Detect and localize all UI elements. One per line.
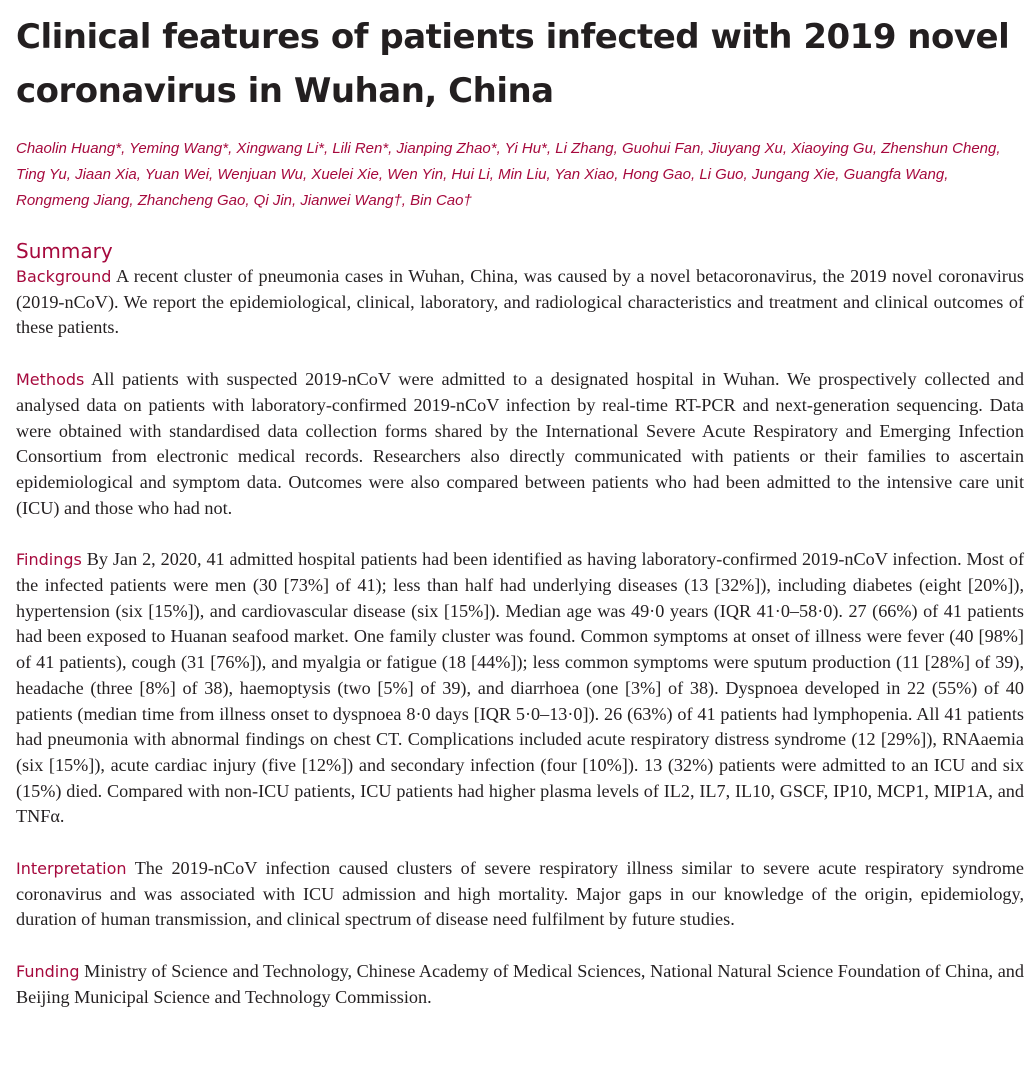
- funding-label: Funding: [16, 962, 80, 982]
- article-title: Clinical features of patients infected with 2019 novel coronavirus in Wuhan, China: [16, 17, 1010, 111]
- findings-text: By Jan 2, 2020, 41 admitted hospital patients had been identified as having laboratory-confirmed 2019-nCoV infection. Most of the infected patients were men (30 [73%] of 41); less than half had underlying diseases (13 [32%]), including diabetes (eight [20%]), hypertension (six [15%]), and cardiovascular disease (six [15%]). Median age was 49·0 years (IQR 41·0–58·0). 27 (66%) of 41 patients had been exposed to Huanan seafood market. One family cluster was found. Common symptoms at onset of illness were fever (40 [98%] of 41 patients), cough (31 [76%]), and myalgia or fatigue (18 [44%]); less common symptoms were sputum production (11 [28%] of 39), headache (three [8%] of 38), haemoptysis (two [5%] of 39), and diarrhoea (one [3%] of 38). Dyspnoea developed in 22 (55%) of 40 patients (median time from illness onset to dyspnoea 8·0 days [IQR 5·0–13·0]). 26 (63%) of 41 patients had lymphopenia. All 41 patients had pneumonia with abnormal findings on chest CT. Complications included acute respiratory distress syndrome (12 [29%]), RNAaemia (six [15%]), acute cardiac injury (five [12%]) and secondary infection (four [10%]). 13 (32%) patients were admitted to an ICU and six (15%) died. Compared with non-ICU patients, ICU patients had higher plasma levels of IL2, IL7, IL10, GSCF, IP10, MCP1, MIP1A, and TNFα.: [16, 549, 1024, 827]
- background-label: Background: [16, 267, 112, 286]
- background-text: A recent cluster of pneumonia cases in Wuhan, China, was caused by a novel betacoronavirus, the 2019 novel coronavirus (2019-nCoV). We report the epidemiological, clinical, laboratory, and radiological characteristics and treatment and clinical outcomes of these patients.: [16, 266, 1024, 338]
- interpretation-label: Interpretation: [16, 859, 127, 879]
- methods-section: [16, 367, 1024, 521]
- article-page: [16, 10, 1024, 1011]
- interpretation-section: [16, 856, 1024, 933]
- methods-label: Methods: [16, 370, 85, 390]
- methods-text: All patients with suspected 2019-nCoV were admitted to a designated hospital in Wuhan. We prospectively collected and analysed data on patients with laboratory-confirmed 2019-nCoV infection by real-time RT-PCR and next-generation sequencing. Data were obtained with standardised data collection forms shared by the International Severe Acute Respiratory and Emerging Infection Consortium from electronic medical records. Researchers also directly communicated with patients or their families to ascertain epidemiological and symptom data. Outcomes were also compared between patients who had been admitted to the intensive care unit (ICU) and those who had not.: [16, 369, 1024, 518]
- summary-heading: Summary: [16, 239, 113, 263]
- funding-section: [16, 959, 1024, 1010]
- findings-section: [16, 547, 1024, 830]
- findings-label: Findings: [16, 550, 82, 570]
- author-list[interactable]: Chaolin Huang*, Yeming Wang*, Xingwang Li*, Lili Ren*, Jianping Zhao*, Yi Hu*, Li Zhang, Guohui Fan, Jiuyang Xu, Xiaoying Gu, Zhenshun Cheng, Ting Yu, Jiaan Xia, Yuan Wei, Wenjuan Wu, Xuelei Xie, Wen Yin, Hui Li, Min Liu, Yan Xiao, Hong Gao, Li Guo, Jungang Xie, Guangfa Wang, Rongmeng Jiang, Zhancheng Gao, Qi Jin, Jianwei Wang†, Bin Cao†: [16, 140, 1001, 209]
- funding-text: Ministry of Science and Technology, Chinese Academy of Medical Sciences, National Natural Science Foundation of China, and Beijing Municipal Science and Technology Commission.: [16, 961, 1024, 1007]
- interpretation-text: The 2019-nCoV infection caused clusters of severe respiratory illness similar to severe acute respiratory syndrome coronavirus and was associated with ICU admission and high mortality. Major gaps in our knowledge of the origin, epidemiology, duration of human transmission, and clinical spectrum of disease need fulfilment by future studies.: [16, 858, 1024, 930]
- background-section: [16, 264, 1024, 341]
